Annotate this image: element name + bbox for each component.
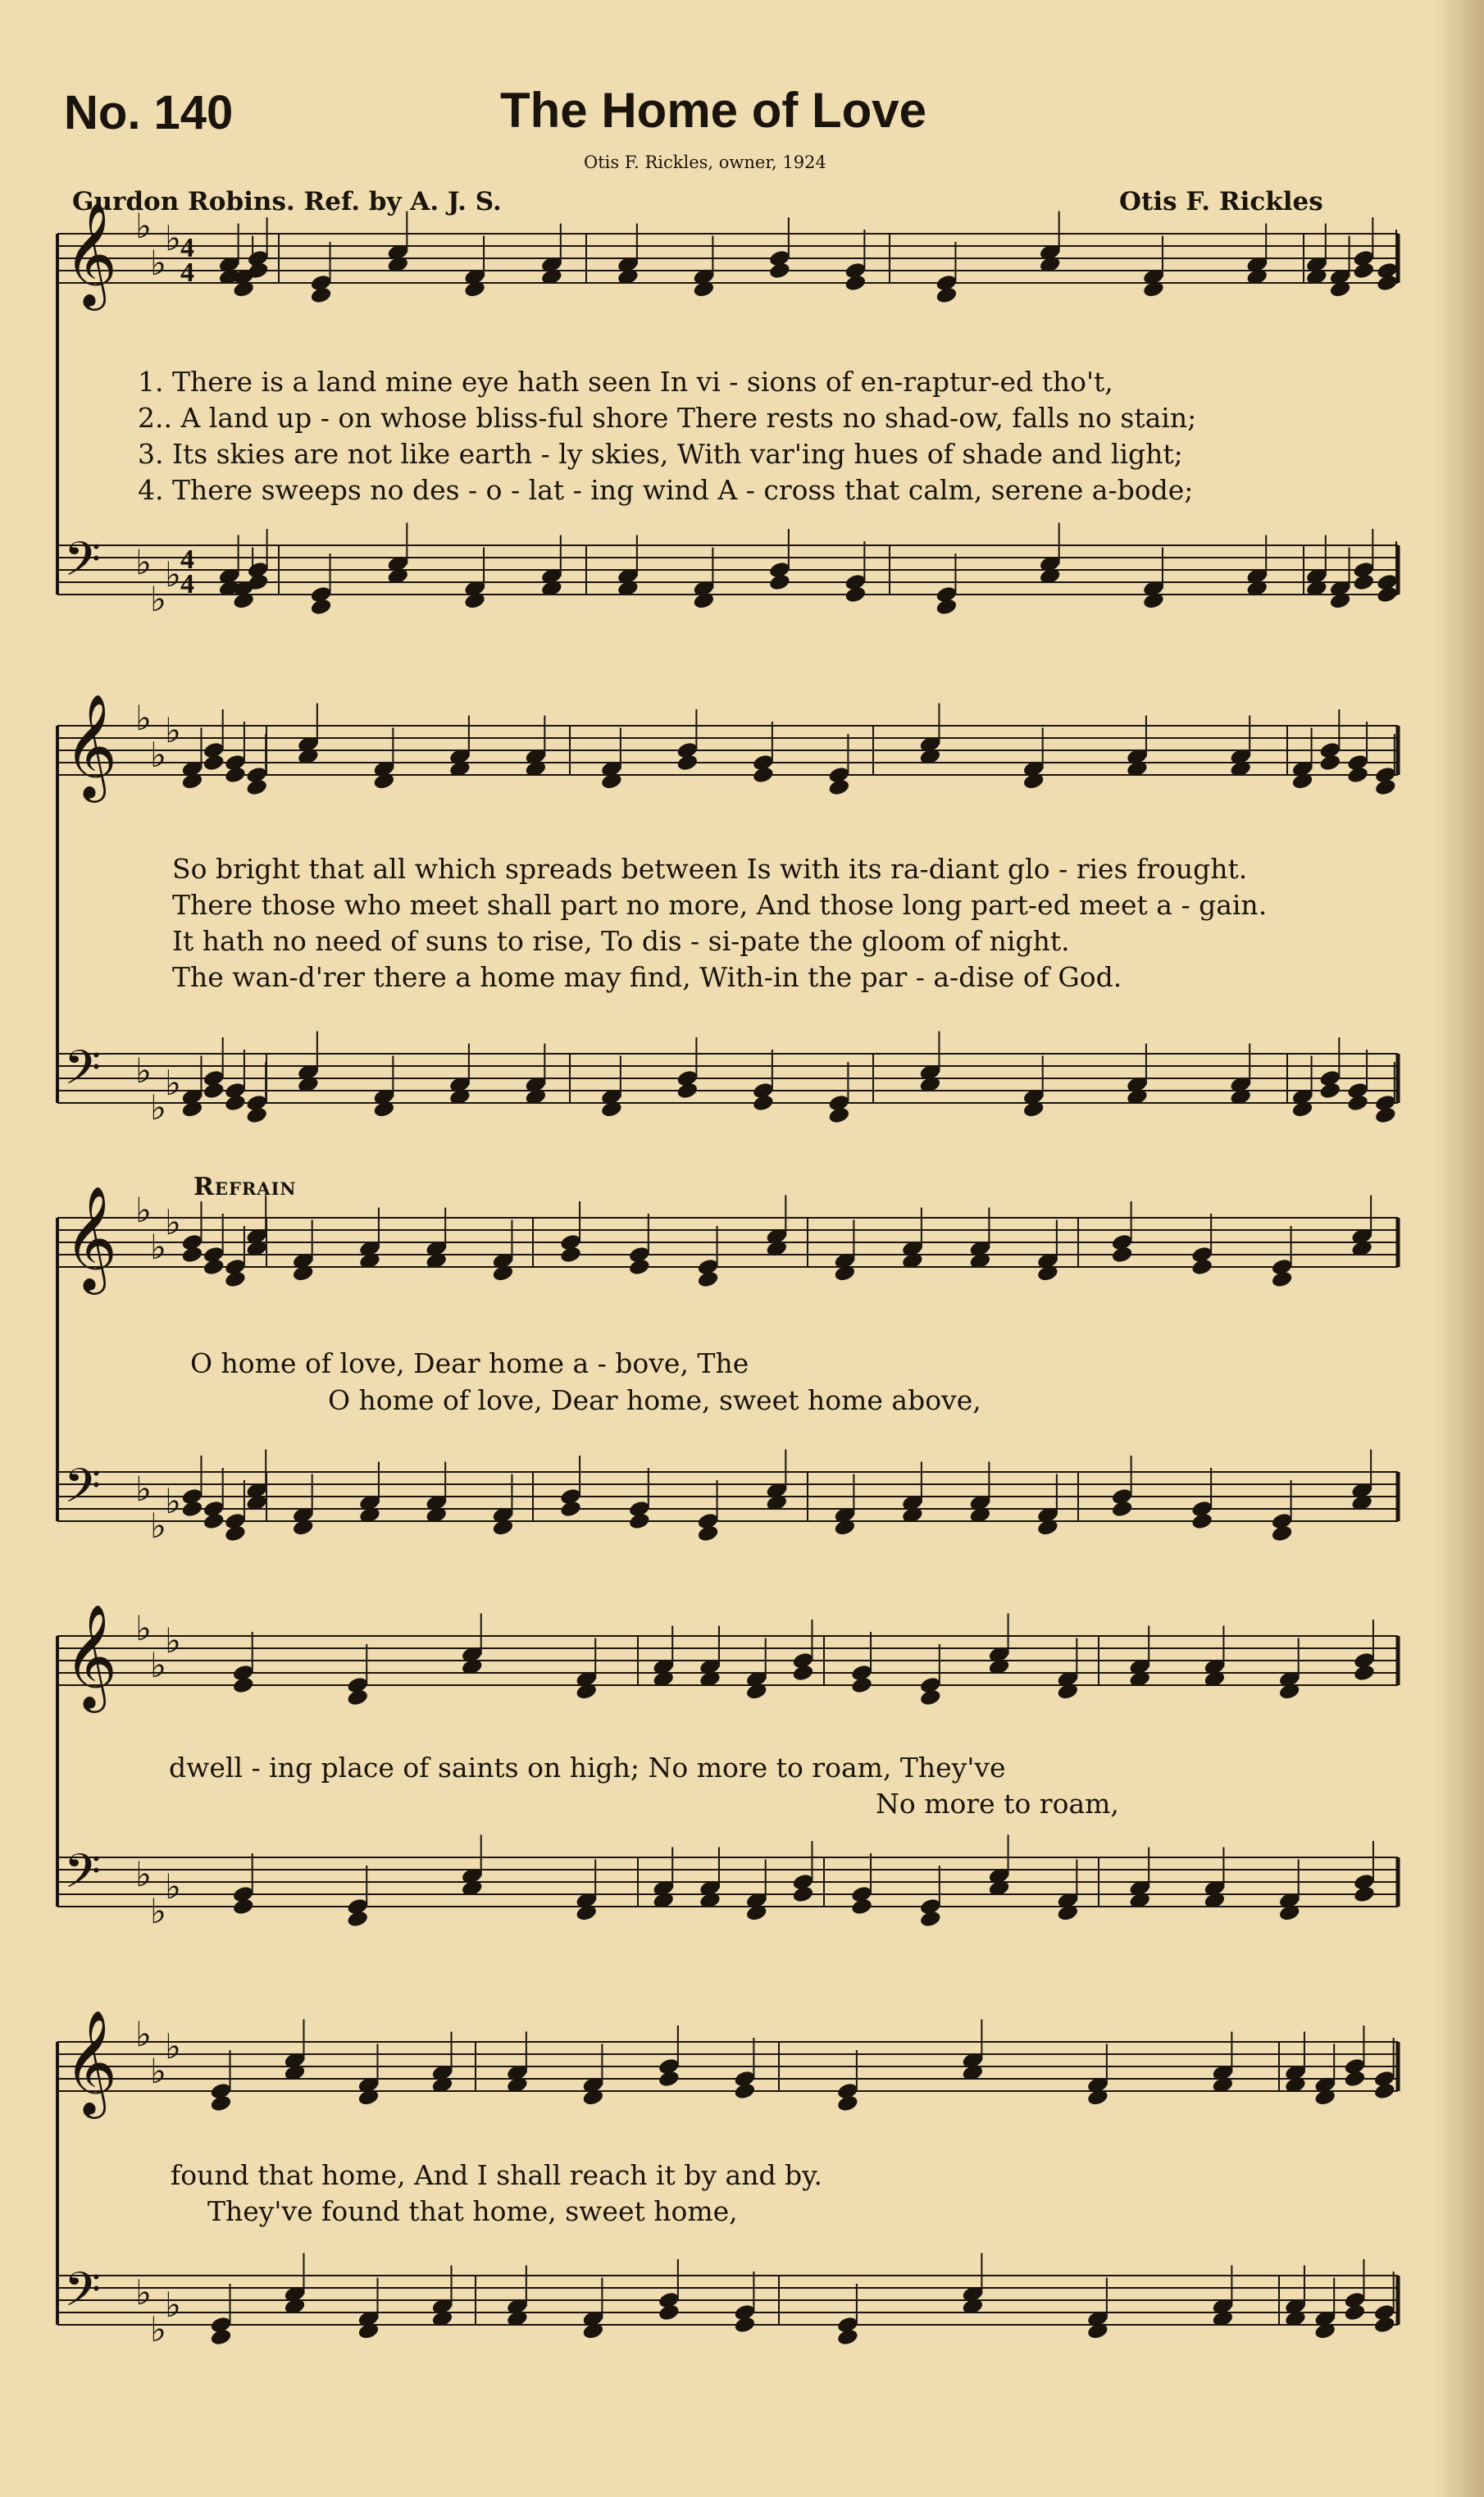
note-head bbox=[836, 2327, 859, 2346]
note-head bbox=[310, 597, 333, 616]
note-head bbox=[1343, 2303, 1366, 2322]
note-head bbox=[1346, 765, 1369, 784]
note-head bbox=[180, 1245, 203, 1264]
note-head bbox=[1271, 1269, 1294, 1288]
words-credit: Gurdon Robins. Ref. by A. J. S. bbox=[72, 187, 502, 216]
note-head bbox=[245, 777, 268, 796]
note-head bbox=[628, 1511, 651, 1530]
note-head bbox=[850, 1675, 873, 1694]
flat-sign: ♭ bbox=[135, 698, 152, 738]
note-head bbox=[1318, 753, 1341, 772]
note-head bbox=[224, 1524, 247, 1542]
treble-clef: 𝄞 bbox=[64, 1603, 118, 1708]
note-head bbox=[768, 572, 791, 591]
note-head bbox=[232, 1897, 255, 1916]
note-head bbox=[628, 1257, 651, 1276]
note-head bbox=[559, 1499, 582, 1518]
flat-sign: ♭ bbox=[165, 1620, 181, 1661]
note-head bbox=[827, 1105, 850, 1124]
note-head bbox=[752, 1093, 775, 1112]
time-signature-bottom: 4 bbox=[180, 257, 194, 288]
refrain-line-2-upper: dwell - ing place of saints on high; No more to roam, They've bbox=[169, 1752, 1006, 1784]
note-head bbox=[836, 2094, 859, 2112]
hymn-title: The Home of Love bbox=[500, 83, 927, 138]
flat-sign: ♭ bbox=[150, 579, 166, 619]
note-head bbox=[1346, 1093, 1369, 1112]
note-head bbox=[658, 2069, 681, 2088]
note-head bbox=[850, 1897, 873, 1916]
note-head bbox=[203, 1081, 225, 1100]
flat-sign: ♭ bbox=[150, 1645, 166, 1685]
note-head bbox=[209, 2327, 232, 2346]
note-head bbox=[346, 1688, 369, 1706]
treble-clef: 𝄞 bbox=[64, 2009, 118, 2114]
note-head bbox=[310, 285, 333, 304]
flat-sign: ♭ bbox=[165, 2026, 181, 2066]
flat-sign: ♭ bbox=[150, 243, 166, 283]
flat-sign: ♭ bbox=[150, 1506, 166, 1546]
note-head bbox=[676, 753, 699, 772]
flat-sign: ♭ bbox=[135, 1608, 152, 1648]
note-head bbox=[224, 1269, 247, 1288]
refrain-line-1-lower: O home of love, Dear home, sweet home above, bbox=[328, 1384, 981, 1416]
copyright-notice: Otis F. Rickles, owner, 1924 bbox=[584, 153, 826, 172]
time-signature-top: 4 bbox=[180, 233, 194, 263]
note-head bbox=[935, 285, 958, 304]
flat-sign: ♭ bbox=[135, 1190, 152, 1230]
note-head bbox=[203, 753, 225, 772]
note-head bbox=[844, 273, 867, 292]
note-head bbox=[1190, 1257, 1213, 1276]
note-head bbox=[1374, 1105, 1397, 1124]
note-head bbox=[245, 1105, 268, 1124]
note-head bbox=[1352, 572, 1375, 591]
bass-clef: 𝄢 bbox=[64, 531, 102, 599]
bass-clef: 𝄢 bbox=[64, 1040, 102, 1107]
flat-sign: ♭ bbox=[135, 206, 152, 246]
note-head bbox=[1353, 1663, 1376, 1682]
flat-sign: ♭ bbox=[150, 1227, 166, 1267]
note-head bbox=[919, 1688, 942, 1706]
note-head bbox=[827, 777, 850, 796]
treble-clef: 𝄞 bbox=[64, 693, 118, 798]
note-head bbox=[697, 1524, 720, 1542]
note-head bbox=[1271, 1524, 1294, 1542]
note-head bbox=[203, 1511, 225, 1530]
flat-sign: ♭ bbox=[165, 218, 181, 258]
flat-sign: ♭ bbox=[165, 1202, 181, 1242]
note-head bbox=[733, 2081, 756, 2100]
flat-sign: ♭ bbox=[150, 1087, 166, 1128]
note-head bbox=[676, 1081, 699, 1100]
refrain-label: Refrain bbox=[193, 1173, 297, 1201]
note-head bbox=[224, 1093, 247, 1112]
flat-sign: ♭ bbox=[165, 1063, 181, 1103]
note-head bbox=[1353, 1884, 1376, 1903]
flat-sign: ♭ bbox=[165, 1866, 181, 1907]
bass-clef: 𝄢 bbox=[64, 1843, 102, 1911]
note-head bbox=[791, 1663, 814, 1682]
note-head bbox=[844, 585, 867, 604]
note-head bbox=[1376, 273, 1399, 292]
bass-clef: 𝄢 bbox=[64, 1458, 102, 1525]
flat-sign: ♭ bbox=[150, 735, 166, 775]
treble-clef: 𝄞 bbox=[64, 201, 118, 306]
verse-4-line-1: 4. There sweeps no des - o - lat - ing wind A - cross that calm, serene a-bode; bbox=[138, 474, 1194, 506]
verse-3-line-2: It hath no need of suns to rise, To dis - si-pate the gloom of night. bbox=[172, 925, 1070, 957]
verse-2-line-1: 2.. A land up - on whose bliss-ful shore There rests no shad-ow, falls no stain; bbox=[138, 402, 1197, 434]
note-head bbox=[1376, 585, 1399, 604]
note-head bbox=[1111, 1245, 1134, 1264]
note-head bbox=[791, 1884, 814, 1903]
flat-sign: ♭ bbox=[165, 2285, 181, 2325]
music-credit: Otis F. Rickles bbox=[1119, 187, 1323, 216]
note-head bbox=[1352, 261, 1375, 280]
note-head bbox=[1343, 2069, 1366, 2088]
note-head bbox=[1190, 1511, 1213, 1530]
note-head bbox=[733, 2315, 756, 2334]
flat-sign: ♭ bbox=[165, 710, 181, 750]
note-head bbox=[1373, 2081, 1396, 2100]
flat-sign: ♭ bbox=[165, 554, 181, 595]
note-head bbox=[209, 2094, 232, 2112]
note-head bbox=[559, 1245, 582, 1264]
verse-4-line-2: The wan-d'rer there a home may find, With-in the par - a-dise of God. bbox=[172, 961, 1122, 993]
flat-sign: ♭ bbox=[135, 542, 152, 582]
note-head bbox=[658, 2303, 681, 2322]
note-head bbox=[768, 261, 791, 280]
note-head bbox=[180, 1499, 203, 1518]
refrain-line-2-lower: No more to roam, bbox=[876, 1788, 1119, 1820]
flat-sign: ♭ bbox=[135, 2272, 152, 2312]
time-signature-top: 4 bbox=[180, 545, 194, 575]
note-head bbox=[224, 765, 247, 784]
note-head bbox=[1374, 777, 1397, 796]
flat-sign: ♭ bbox=[135, 2014, 152, 2054]
note-head bbox=[232, 1675, 255, 1694]
note-head bbox=[697, 1269, 720, 1288]
note-head bbox=[1318, 1081, 1341, 1100]
note-head bbox=[346, 1909, 369, 1928]
flat-sign: ♭ bbox=[150, 2309, 166, 2349]
hymn-number: No. 140 bbox=[64, 86, 234, 139]
flat-sign: ♭ bbox=[150, 1891, 166, 1931]
note-head bbox=[203, 1257, 225, 1276]
note-head bbox=[919, 1909, 942, 1928]
verse-1-line-2: So bright that all which spreads between Is with its ra-diant glo - ries frought. bbox=[172, 853, 1248, 885]
verse-3-line-1: 3. Its skies are not like earth - ly skies, With var'ing hues of shade and light; bbox=[138, 438, 1183, 470]
verse-1-line-1: 1. There is a land mine eye hath seen In vi - sions of en-raptur-ed tho't, bbox=[138, 366, 1113, 398]
flat-sign: ♭ bbox=[165, 1481, 181, 1521]
treble-clef: 𝄞 bbox=[64, 1185, 118, 1290]
refrain-line-3-upper: found that home, And I shall reach it by and by. bbox=[171, 2159, 822, 2191]
flat-sign: ♭ bbox=[135, 1050, 152, 1091]
verse-2-line-2: There those who meet shall part no more, And those long part-ed meet a - gain. bbox=[172, 889, 1268, 921]
time-signature-bottom: 4 bbox=[180, 569, 194, 599]
note-head bbox=[1111, 1499, 1134, 1518]
note-head bbox=[1373, 2315, 1396, 2334]
refrain-line-1-upper: O home of love, Dear home a - bove, The bbox=[190, 1347, 749, 1379]
flat-sign: ♭ bbox=[135, 1469, 152, 1509]
note-head bbox=[752, 765, 775, 784]
flat-sign: ♭ bbox=[150, 2051, 166, 2091]
note-head bbox=[935, 597, 958, 616]
bass-clef: 𝄢 bbox=[64, 2262, 102, 2329]
flat-sign: ♭ bbox=[135, 1854, 152, 1894]
refrain-line-3-lower: They've found that home, sweet home, bbox=[207, 2195, 738, 2227]
